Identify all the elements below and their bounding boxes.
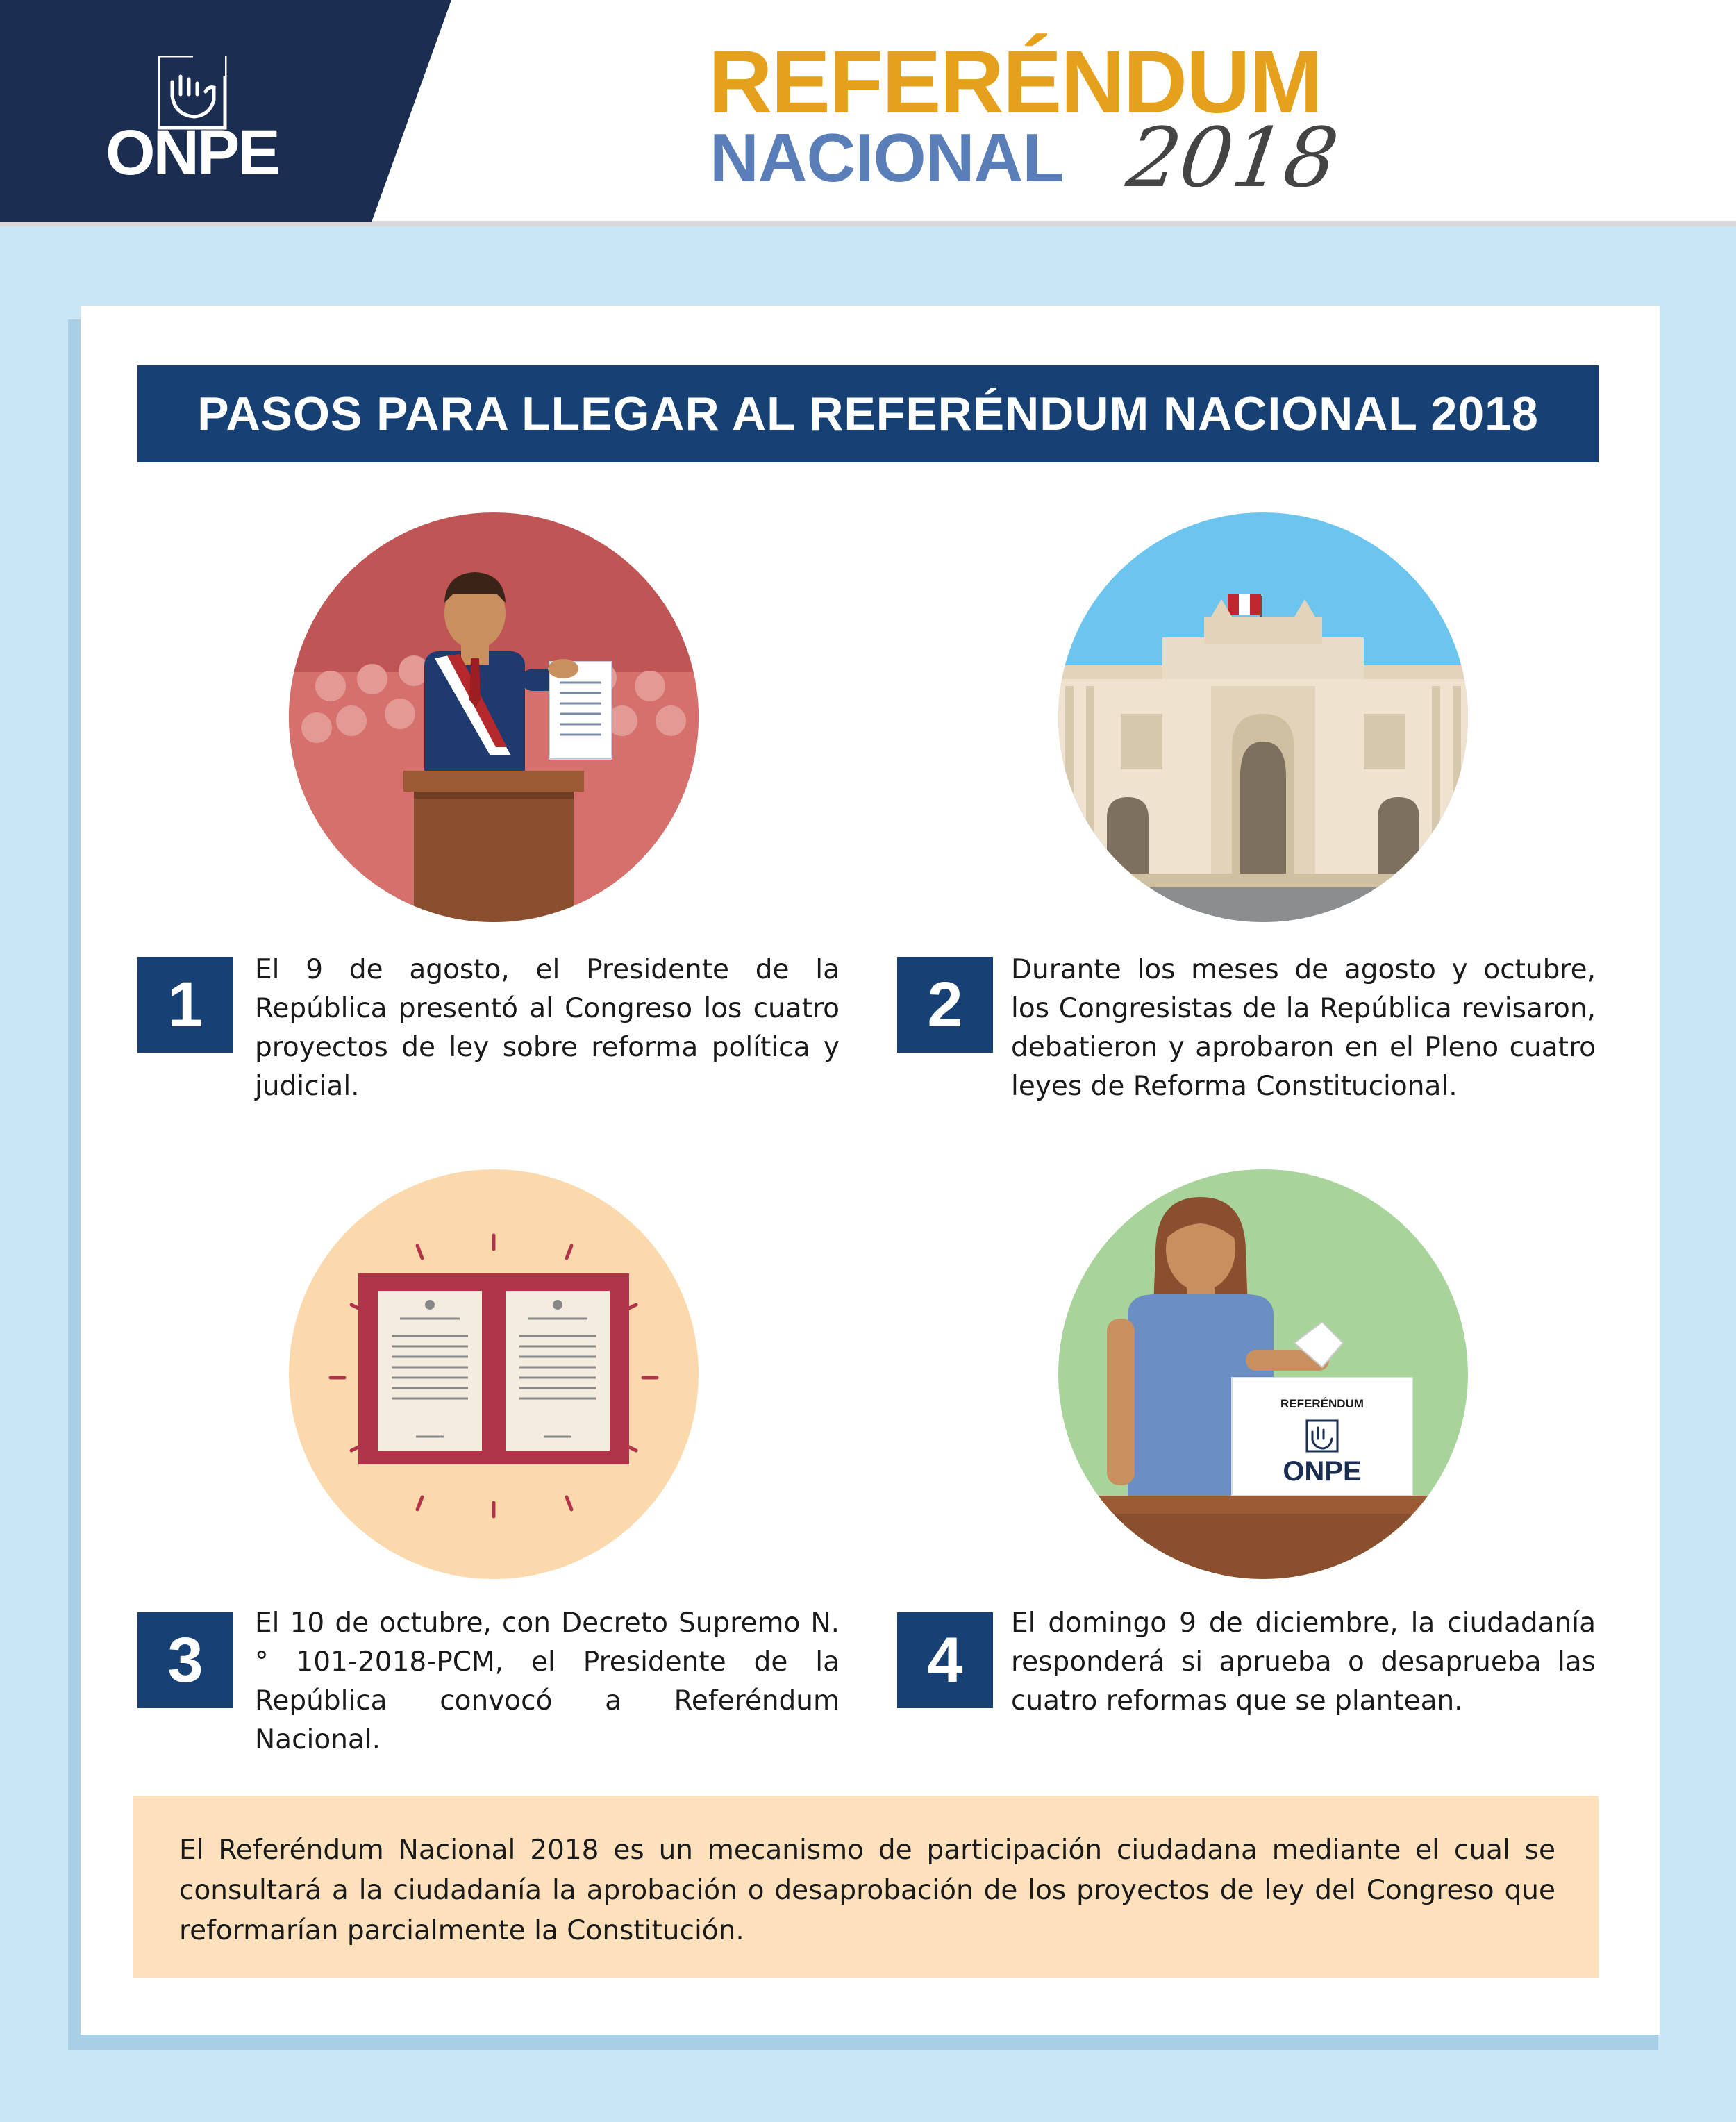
step-text-2: Durante los meses de agosto y octubre, los Congresistas de la República revisaron, debatieron y aprobaron en el Pleno cuatro leyes de Reforma Constitucional. xyxy=(1011,954,1596,1102)
header-title-year: 2018 xyxy=(1121,110,1344,206)
step-number-2: 2 xyxy=(897,957,993,1053)
content-card xyxy=(81,306,1660,2035)
ballot-box-label: REFERÉNDUM xyxy=(1280,1397,1364,1410)
header-title-referendum: REFERÉNDUM xyxy=(708,33,1322,132)
step-number-4: 4 xyxy=(897,1612,993,1708)
step-number-3: 3 xyxy=(137,1612,233,1708)
official-gazette-icon xyxy=(289,1169,699,1579)
step-text-1: El 9 de agosto, el Presidente de la República presentó al Congreso los cuatro proyectos de ley sobre reforma política y judicial. xyxy=(255,954,840,1102)
voter-ballot-box-icon xyxy=(1058,1169,1468,1579)
step-text-3: El 10 de octubre, con Decreto Supremo N.° 101-2018-PCM, el Presidente de la República convocó a Referéndum Nacional. xyxy=(255,1607,840,1755)
section-banner xyxy=(137,365,1599,462)
info-text: El Referéndum Nacional 2018 es un mecanismo de participación ciudadana mediante el cual se consultará a la ciudadanía la aprobación o desaprobación de los proyectos de ley del Congreso que reformarían parcialmente la Constitución. xyxy=(179,1835,1555,1946)
onpe-logo-text: ONPE xyxy=(106,117,278,188)
ballot-box-logo: ONPE xyxy=(1283,1456,1362,1487)
step-number-1: 1 xyxy=(137,957,233,1053)
info-box xyxy=(133,1796,1599,1978)
step-text-4: El domingo 9 de diciembre, la ciudadanía responderá si aprueba o desaprueba las cuatro reformas que se plantean. xyxy=(1011,1607,1596,1716)
header-title-nacional: NACIONAL xyxy=(710,119,1064,196)
banner-title: PASOS PARA LLEGAR AL REFERÉNDUM NACIONAL 2018 xyxy=(197,387,1539,440)
congress-building-icon xyxy=(1058,512,1468,922)
president-at-podium-icon xyxy=(289,512,699,922)
